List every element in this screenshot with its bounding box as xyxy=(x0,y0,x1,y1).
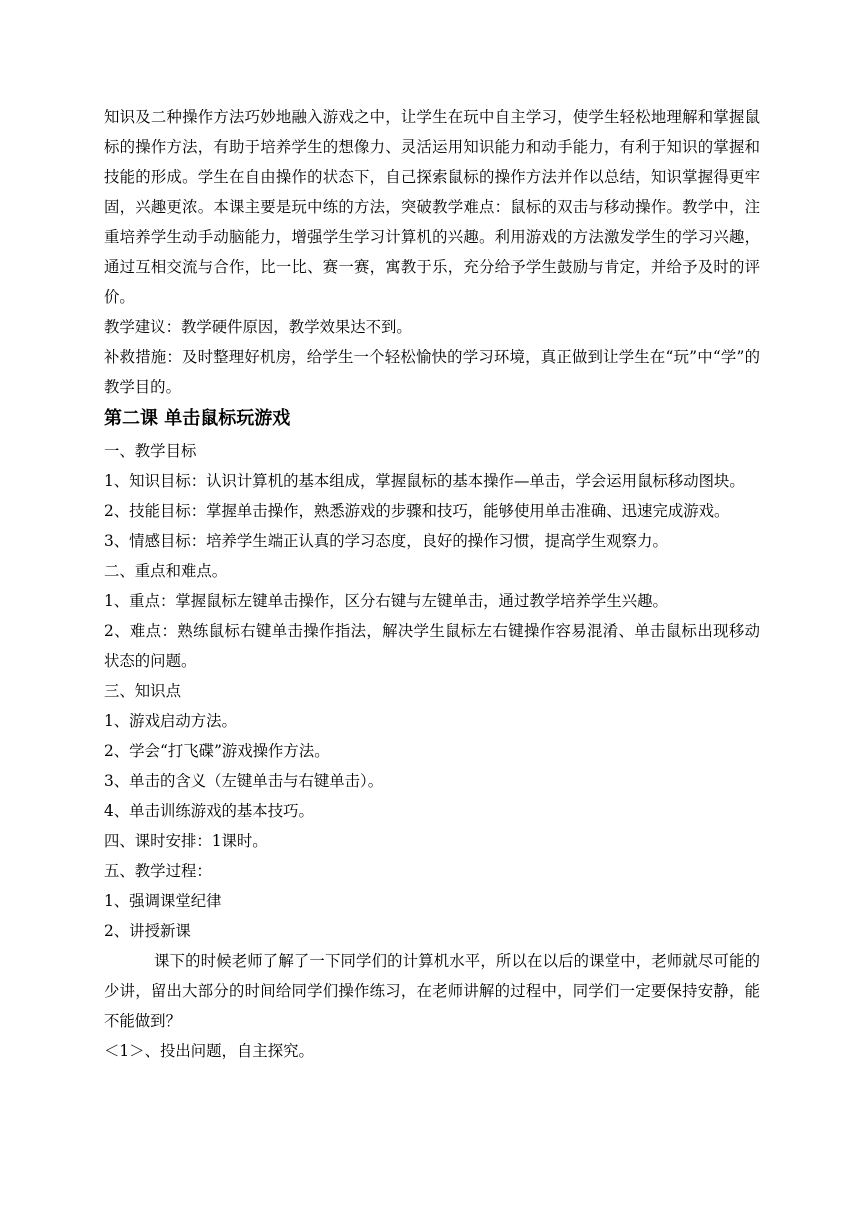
sub-step-1: ＜1＞、投出问题，自主探究。 xyxy=(104,1042,314,1060)
goal-knowledge: 1、知识目标：认识计算机的基本组成，掌握鼠标的基本操作—单击，学会运用鼠标移动图块。 xyxy=(104,472,745,490)
section-heading-key-points: 二、重点和难点。 xyxy=(104,562,228,580)
lesson-title: 第二课 单击鼠标玩游戏 xyxy=(104,408,291,429)
remedy-measures: 补救措施：及时整理好机房，给学生一个轻松愉快的学习环境，真正做到让学生在“玩”中“学”的教学目的。 xyxy=(104,348,760,396)
section-heading-process: 五、教学过程： xyxy=(104,862,212,880)
teacher-speech: 课下的时候老师了解了一下同学们的计算机水平，所以在以后的课堂中，老师就尽可能的少讲，留出大部分的时间给同学们操作练习，在老师讲解的过程中，同学们一定要保持安静，能不能做到？ xyxy=(104,952,760,1030)
knowledge-point-3: 3、单击的含义（左键单击与右键单击）。 xyxy=(104,772,384,790)
knowledge-point-2: 2、学会“打飞碟”游戏操作方法。 xyxy=(104,742,330,760)
process-step-2: 2、讲授新课 xyxy=(104,922,191,940)
goal-skill: 2、技能目标：掌握单击操作，熟悉游戏的步骤和技巧，能够使用单击准确、迅速完成游戏。 xyxy=(104,502,730,520)
knowledge-point-1: 1、游戏启动方法。 xyxy=(104,712,237,730)
section-class-hours: 四、课时安排：1课时。 xyxy=(104,832,268,850)
section-heading-goals: 一、教学目标 xyxy=(104,442,197,460)
section-heading-knowledge: 三、知识点 xyxy=(104,682,181,700)
difficult-point: 2、难点：熟练鼠标右键单击操作指法，解决学生鼠标左右键操作容易混淆、单击鼠标出现移动状态的问题。 xyxy=(104,622,760,670)
key-point: 1、重点：掌握鼠标左键单击操作，区分右键与左键单击，通过教学培养学生兴趣。 xyxy=(104,592,668,610)
process-step-1: 1、强调课堂纪律 xyxy=(104,892,222,910)
document-page xyxy=(104,102,760,1066)
knowledge-point-4: 4、单击训练游戏的基本技巧。 xyxy=(104,802,314,820)
teaching-suggestion: 教学建议：教学硬件原因，教学效果达不到。 xyxy=(104,318,412,336)
intro-paragraph: 知识及二种操作方法巧妙地融入游戏之中，让学生在玩中自主学习，使学生轻松地理解和掌握鼠标的操作方法，有助于培养学生的想像力、灵活运用知识能力和动手能力，有利于知识的掌握和技能的形成。学生在自由操作的状态下，自己探索鼠标的操作方法并作以总结，知识掌握得更牢固，兴趣更浓。本课主要是玩中练的方法，突破教学难点：鼠标的双击与移动操作。教学中，注重培养学生动手动脑能力，增强学生学习计算机的兴趣。利用游戏的方法激发学生的学习兴趣，通过互相交流与合作，比一比、赛一赛，寓教于乐，充分给予学生鼓励与肯定，并给予及时的评价。 xyxy=(104,108,760,306)
goal-emotion: 3、情感目标：培养学生端正认真的学习态度，良好的操作习惯，提高学生观察力。 xyxy=(104,532,668,550)
